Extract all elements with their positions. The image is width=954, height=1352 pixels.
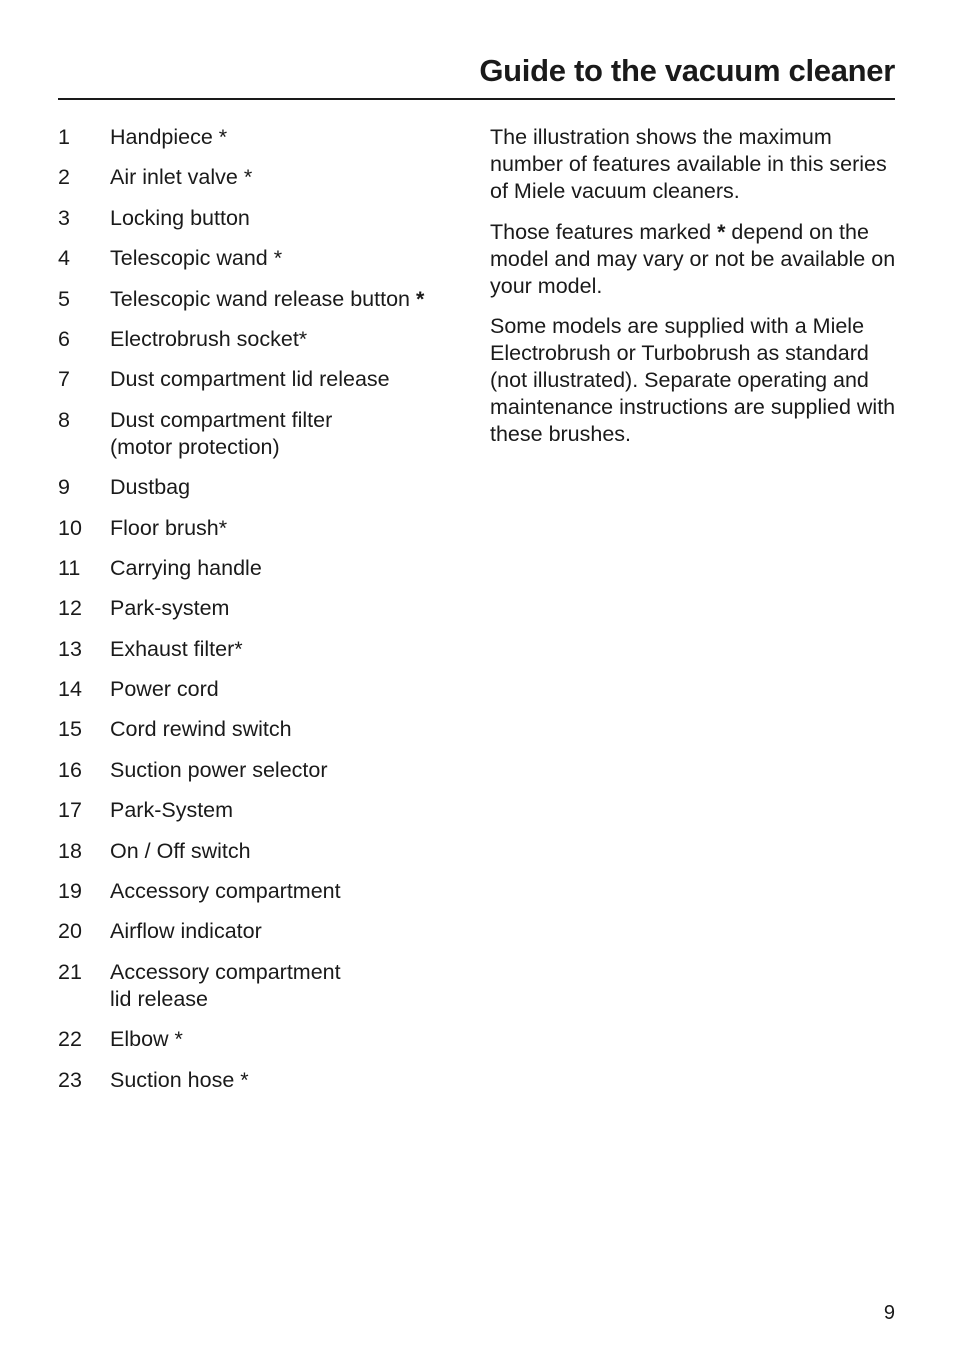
item-label: Floor brush* — [110, 515, 228, 540]
item-label-continuation: (motor protection) — [110, 434, 280, 459]
item-number: 3 — [58, 205, 70, 230]
list-item — [58, 164, 468, 191]
page-number: 9 — [883, 1302, 895, 1324]
item-label: Suction power selector — [110, 757, 328, 782]
item-label: Exhaust filter* — [110, 636, 243, 661]
item-label: Elbow * — [110, 1027, 183, 1052]
item-label: Power cord — [110, 677, 219, 702]
item-label: Dustbag — [110, 475, 191, 500]
item-number: 5 — [58, 286, 70, 311]
item-number: 9 — [58, 475, 70, 500]
list-item — [58, 797, 468, 824]
list-item — [58, 326, 468, 353]
item-label: Dust compartment lid release — [110, 367, 390, 392]
item-label: Telescopic wand * — [110, 246, 283, 271]
list-item — [58, 1067, 468, 1094]
list-item — [58, 918, 468, 945]
list-item — [58, 878, 468, 905]
intro-text-fragment: depend on the model and may vary or not be available on your model. — [490, 219, 896, 298]
item-label: Suction hose * — [110, 1067, 249, 1092]
item-label: Park-System — [110, 798, 234, 823]
list-item — [58, 595, 468, 622]
item-number: 4 — [58, 246, 70, 271]
item-number: 20 — [58, 919, 82, 944]
item-label-group — [110, 959, 468, 1013]
item-label: On / Off switch — [110, 838, 251, 863]
intro-paragraph: The illustration shows the maximum number of features available in this series of Miele vacuum cleaners. — [490, 125, 887, 203]
item-number: 14 — [58, 677, 82, 702]
item-number: 15 — [58, 717, 82, 742]
feature-list — [58, 124, 468, 1107]
list-item — [58, 716, 468, 743]
item-label: Telescopic wand release button — [110, 286, 410, 311]
item-number: 23 — [58, 1067, 82, 1092]
item-label: Airflow indicator — [110, 919, 262, 944]
list-item — [58, 676, 468, 703]
item-number: 13 — [58, 636, 82, 661]
item-number: 21 — [58, 959, 82, 984]
intro-text-fragment: Those features marked — [490, 219, 718, 244]
item-label: Dust compartment filter — [110, 407, 333, 432]
item-number: 18 — [58, 838, 82, 863]
page-title: Guide to the vacuum cleaner — [479, 53, 895, 88]
list-item — [58, 555, 468, 582]
title-divider — [58, 98, 895, 100]
item-label: Accessory compartment — [110, 959, 341, 984]
item-number: 2 — [58, 165, 70, 190]
item-number: 12 — [58, 596, 82, 621]
intro-text — [490, 124, 900, 462]
item-number: 22 — [58, 1027, 82, 1052]
item-number: 6 — [58, 326, 70, 351]
optional-marker: * — [717, 219, 726, 244]
intro-paragraph: Some models are supplied with a Miele Electrobrush or Turbobrush as standard (not illustrated). Separate operating and maintenance instructions are supplied with these brushes. — [490, 314, 896, 446]
item-label: Accessory compartment — [110, 879, 341, 904]
item-label: Air inlet valve * — [110, 165, 253, 190]
list-item — [58, 515, 468, 542]
item-label-group — [110, 407, 468, 461]
item-number: 7 — [58, 367, 70, 392]
list-item — [58, 245, 468, 272]
optional-marker: * — [415, 286, 425, 311]
item-label-continuation: lid release — [110, 986, 208, 1011]
list-item — [58, 636, 468, 663]
item-number: 17 — [58, 798, 82, 823]
intro-paragraph — [490, 219, 900, 300]
list-item — [58, 407, 468, 461]
list-item — [58, 366, 468, 393]
item-label: Park-system — [110, 596, 230, 621]
item-label: Cord rewind switch — [110, 717, 292, 742]
item-number: 8 — [58, 407, 70, 432]
list-item — [58, 124, 468, 151]
item-number: 16 — [58, 757, 82, 782]
item-number: 11 — [58, 555, 81, 580]
item-label: Locking button — [110, 205, 250, 230]
item-label: Electrobrush socket* — [110, 326, 308, 351]
list-item — [58, 286, 468, 313]
item-label-group — [110, 286, 468, 313]
list-item — [58, 1026, 468, 1053]
list-item — [58, 205, 468, 232]
list-item — [58, 757, 468, 784]
item-number: 19 — [58, 879, 82, 904]
item-label: Carrying handle — [110, 555, 262, 580]
item-number: 1 — [58, 125, 70, 149]
list-item — [58, 838, 468, 865]
list-item — [58, 474, 468, 501]
list-item — [58, 959, 468, 1013]
item-number: 10 — [58, 515, 82, 540]
item-label: Handpiece * — [110, 125, 228, 149]
